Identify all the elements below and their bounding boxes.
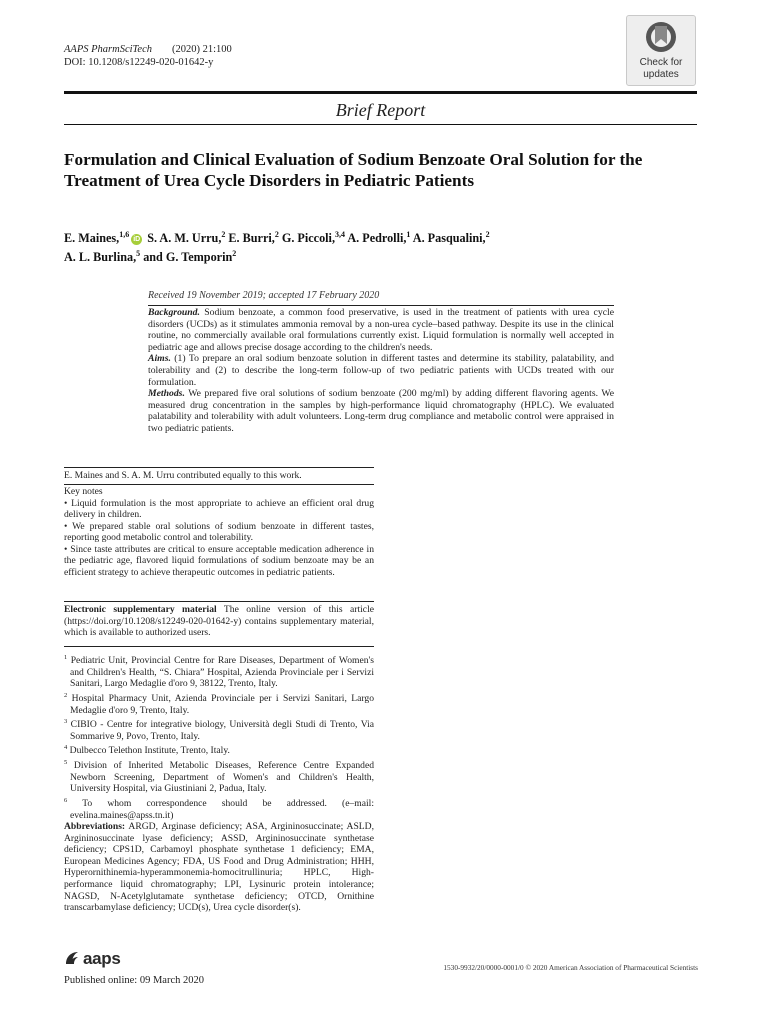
received-dates: Received 19 November 2019; accepted 17 February 2020 <box>148 290 380 301</box>
aaps-logo-icon <box>64 950 80 966</box>
badge-text-line2: updates <box>643 69 679 80</box>
abbreviations-label: Abbreviations: <box>64 821 126 833</box>
abstract-background <box>148 307 614 353</box>
affiliations-rule <box>64 646 374 647</box>
author-affil-sup: 1,6 <box>119 230 130 239</box>
esm-label: Electronic supplementary material <box>64 604 217 615</box>
abstract <box>148 307 614 435</box>
footnote-rule <box>64 467 374 468</box>
author-affil-sup: 1 <box>406 230 411 239</box>
abstract-rule <box>148 305 614 306</box>
copyright-line: 1530-9932/20/0000-0001/0 © 2020 American Association of Pharmaceutical Scientists <box>443 963 698 972</box>
author-name: S. A. M. Urru, <box>147 231 222 246</box>
abstract-background-label: Background. <box>148 307 200 318</box>
author-affil-sup: 2 <box>485 230 490 239</box>
author-name: A. L. Burlina, <box>64 250 137 265</box>
key-notes <box>64 486 374 578</box>
bookmark-icon <box>644 20 678 56</box>
article-doi: DOI: 10.1208/s12249-020-01642-y <box>64 57 214 68</box>
author-name: A. Pedrolli, <box>347 231 407 246</box>
check-for-updates-badge[interactable] <box>626 15 696 86</box>
section-rule <box>64 124 697 125</box>
esm-rule <box>64 601 374 602</box>
author-name: G. Piccoli, <box>281 231 335 246</box>
key-note-item: • Liquid formulation is the most appropriate to achieve an efficient oral drug delivery in children. <box>64 497 374 521</box>
section-label: Brief Report <box>335 100 426 120</box>
abstract-methods <box>148 388 614 434</box>
author-affil-sup: 2 <box>221 230 226 239</box>
affiliation-item: $^6$ To whom correspondence should be addressed. (e–mail: evelina.maines@apss.tn.it) <box>64 796 374 821</box>
esm-link[interactable]: https://doi.org/10.1208/s12249-020-01642-y <box>67 615 239 627</box>
affiliation-item: $^4$ Dulbecco Telethon Institute, Trento, Italy. <box>64 744 230 757</box>
published-date: Published online: 09 March 2020 <box>64 975 204 986</box>
article-title: Formulation and Clinical Evaluation of Sodium Benzoate Oral Solution for the Treatment of Urea Cycle Disorders in Pediatric Patients <box>64 150 643 190</box>
author-affil-sup: 2 <box>232 249 237 259</box>
key-note-item: • Since taste attributes are critical to ensure acceptable medication adherence in the pediatric age, flavored liquid formulations of sodium benzoate may be an efficient strategy to achieve therapeutic outcomes in pediatric patients. <box>64 543 374 578</box>
affiliation-item: $^3$ CIBIO - Centre for integrative biology, Università degli Studi di Trento, Via Sommarive 9, Povo, Trento, Italy. <box>64 718 374 742</box>
author-name: E. Maines, <box>64 231 120 246</box>
esm-text: The online version of this article ( <box>64 604 374 627</box>
key-notes-rule <box>64 484 374 485</box>
key-note-item: • We prepared stable oral solutions of sodium benzoate in different tastes, reporting good metabolic control and tolerability. <box>64 520 374 544</box>
aaps-logo <box>64 950 121 968</box>
aaps-logo-text: aaps <box>83 949 121 968</box>
orcid-icon[interactable]: iD <box>133 236 141 244</box>
author-name: E. Burri, <box>228 231 275 246</box>
abstract-aims-text: (1) To prepare an oral sodium benzoate solution in different tastes and determine its stability, palatability, and tolerability and (2) to describe the long-term follow-up of two pediatric patients with UCDs treated with our formulation. <box>148 353 614 388</box>
journal-header <box>64 43 232 69</box>
abstract-methods-text: We prepared five oral solutions of sodium benzoate (200 mg/ml) by adding different flavoring agents. We measured drug concentration in the samples by high-performance liquid chromatography (HPLC). We evaluated palatability and tolerability with adult volunteers. Long-term drug compliance and metabolic control were appraised in two pediatric patients. <box>148 388 614 434</box>
journal-volume: (2020) 21:100 <box>171 44 232 55</box>
abstract-aims <box>148 353 614 388</box>
affiliation-item: $^2$ Hospital Pharmacy Unit, Azienda Provinciale per i Servizi Sanitari, Largo Medaglie d'oro 9, Trento, Italy. <box>64 691 374 716</box>
abbreviations-text: ARGD, Arginase deficiency; ASA, Argininosuccinate; ASLD, Argininosuccinate lyase deficiency; ASSD, Argininosuccinate synthetase deficiency; CPS1D, Carbamoyl phosphate synthetase 1 deficiency; EMA, European Medicines Agency; FDA, US Food and Drug Administration; HHH, Hyperornithinemia-hyperammonemia-homocitrullinuria; HPLC, High-performance liquid chromatography; LPI, Lysinuric protein intolerance; NAGSD, N-Acetylglutamate synthetase deficiency; OTCD, Ornithine transcarbamylase deficiency; UCD(s), Urea cycle disorder(s). <box>64 821 374 914</box>
supplementary-note <box>64 604 374 639</box>
author-name: and G. Temporin <box>143 250 233 265</box>
abstract-methods-label: Methods. <box>148 388 185 400</box>
abbreviations <box>64 821 374 913</box>
esm-text-after: ) contains supplementary material, which is available to authorized users. <box>64 615 374 639</box>
badge-text-line1: Check for <box>639 57 683 68</box>
header-rule <box>64 91 697 94</box>
affiliation-item: $^1$ Pediatric Unit, Provincial Centre for Rare Diseases, Department of Women's and Children's Health, “S. Chiara” Hospital, Azienda Provinciale per i Servizi Sanitari, Largo Medaglie d'oro 9, 38122, Trento, Italy. <box>64 654 374 690</box>
author-affil-sup: 2 <box>274 230 279 239</box>
author-affil-sup: 5 <box>136 249 141 259</box>
journal-name: AAPS PharmSciTech <box>64 44 152 55</box>
author-list <box>64 227 704 265</box>
abstract-background-text: Sodium benzoate, a common food preservative, is used in the treatment of patients with urea cycle disorders (UCDs) as it stimulates ammonia removal by a non-urea cycle–based pathway. Despite its use in the clinical routine, no commercially available oral formulations currently exist. Liquid formulation is normally well accepted in pediatric age and allows precise dosage according to the children's needs. <box>148 307 614 353</box>
equal-contribution-note: E. Maines and S. A. M. Urru contributed equally to this work. <box>64 470 302 481</box>
author-affil-sup: 3,4 <box>335 230 345 239</box>
key-notes-heading: Key notes <box>64 486 103 497</box>
affiliation-item: $^5$ Division of Inherited Metabolic Diseases, Reference Centre Expanded Newborn Screening, Department of Women's and Children's Health, University Hospital, via Giustiniani 2, Padua, Italy. <box>64 759 374 795</box>
affiliations <box>64 652 374 914</box>
author-name: A. Pasqualini, <box>412 231 486 246</box>
abstract-aims-label: Aims. <box>148 353 171 365</box>
